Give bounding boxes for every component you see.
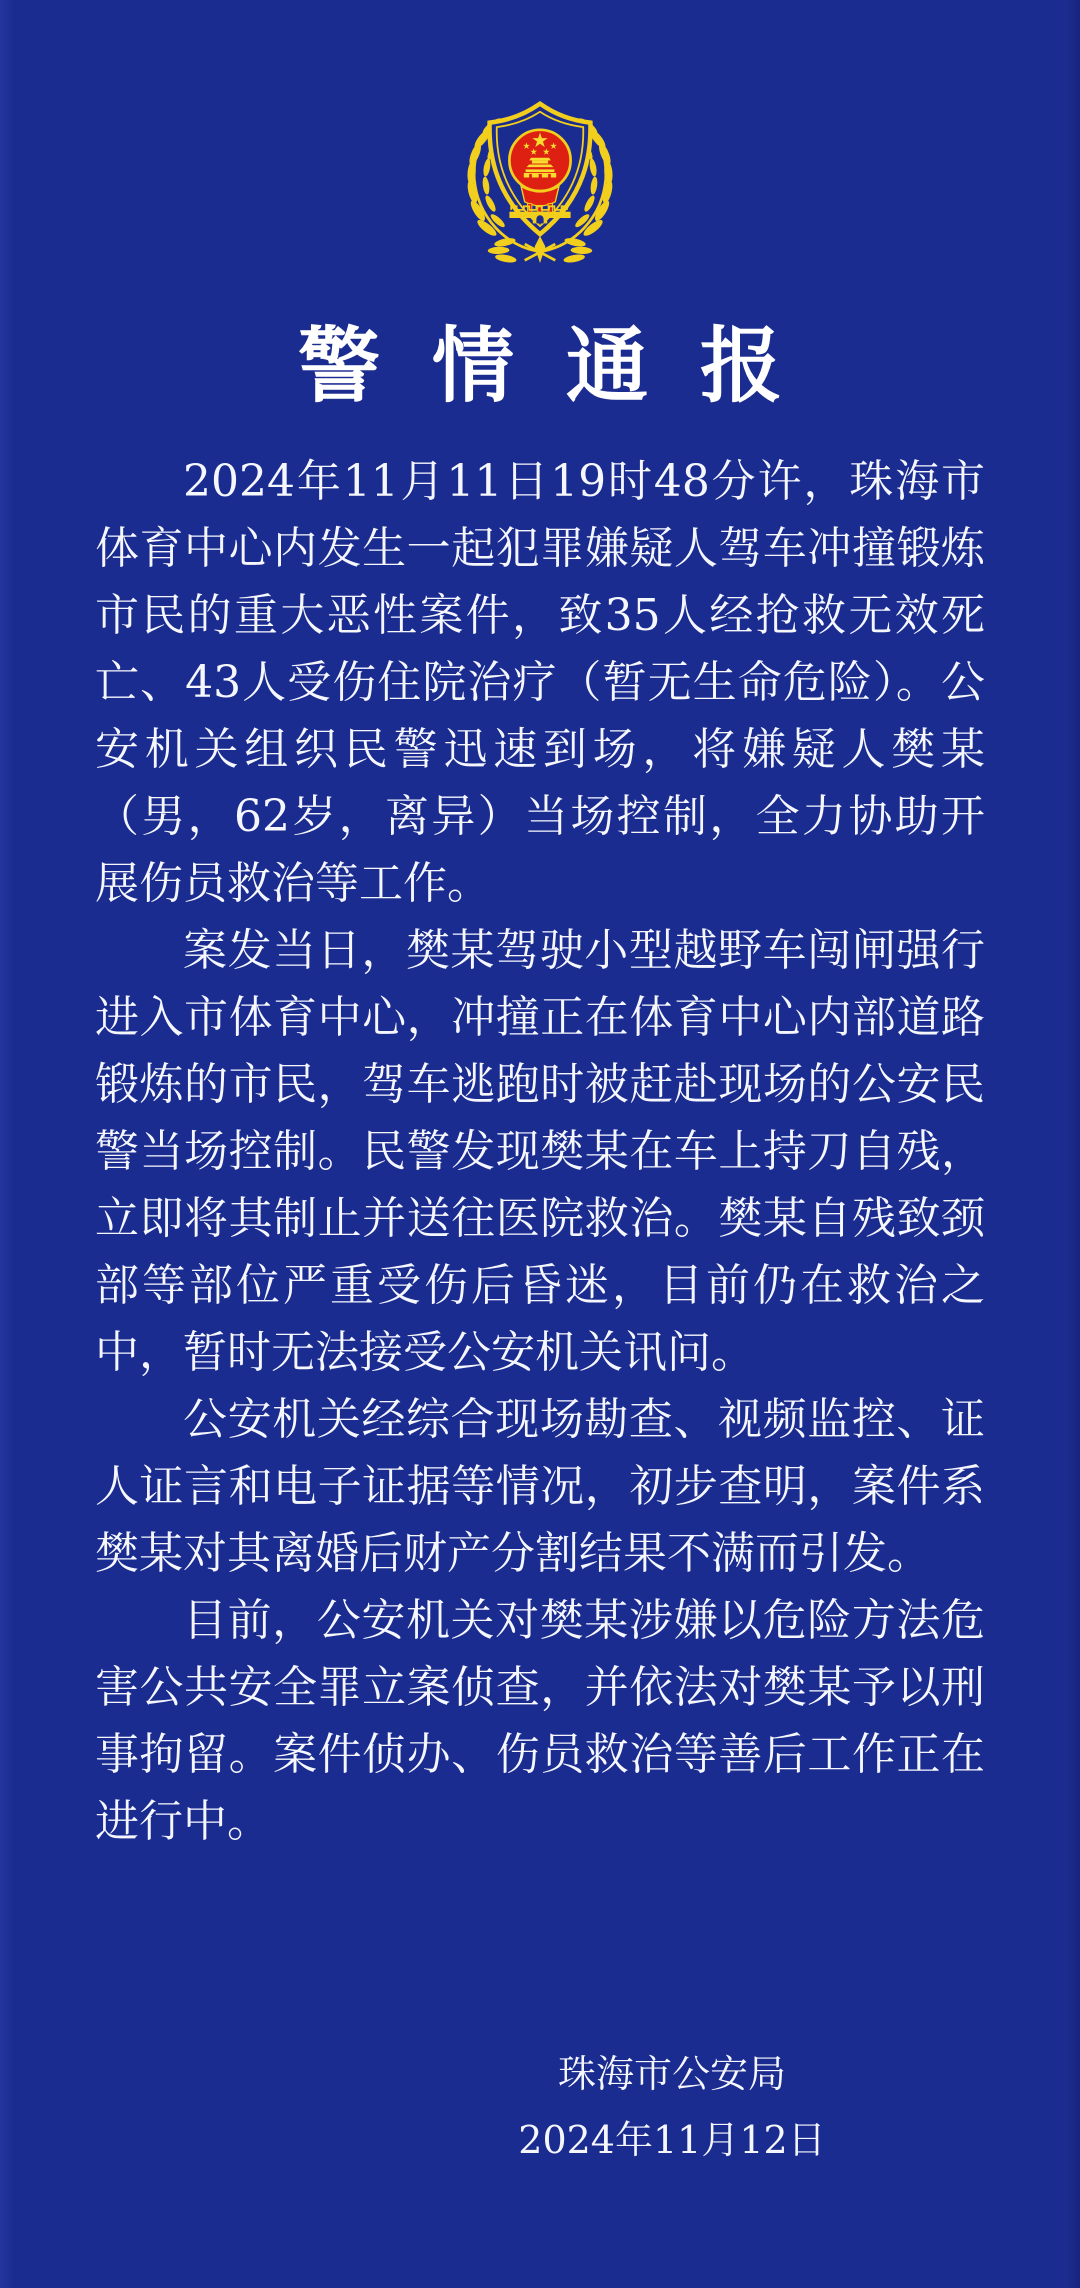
agency-name: 珠海市公安局 [557,2052,786,2096]
notice-body [0,448,1080,1855]
notice-footer [0,2041,1080,2173]
notice-title: 警情通报 [297,318,834,414]
police-badge-icon [450,92,630,272]
paragraph: 公安机关经综合现场勘查、视频监控、证人证言和电子证据等情况，初步查明，案件系樊某对其离婚后财产分割结果不满而引发。 [95,1394,985,1579]
paragraph: 2024年11月11日19时48分许，珠海市体育中心内发生一起犯罪嫌疑人驾车冲撞锻炼市民的重大恶性案件，致35人经抢救无效死亡、43人受伤住院治疗（暂无生命危险）。公安机关组织民警迅速到场，将嫌疑人樊某（男，62岁，离异）当场控制，全力协助开展伤员救治等工作。 [95,456,985,909]
notice-date: 2024年11月12日 [518,2118,826,2162]
paragraph: 案发当日，樊某驾驶小型越野车闯闸强行进入市体育中心，冲撞正在体育中心内部道路锻炼的市民，驾车逃跑时被赶赴现场的公安民警当场控制。民警发现樊某在车上持刀自残，立即将其制止并送往医院救治。樊某自残致颈部等部位严重受伤后昏迷，目前仍在救治之中，暂时无法接受公安机关讯问。 [95,925,985,1378]
paragraph: 目前，公安机关对樊某涉嫌以危险方法危害公共安全罪立案侦查，并依法对樊某予以刑事拘留。案件侦办、伤员救治等善后工作正在进行中。 [95,1595,985,1847]
